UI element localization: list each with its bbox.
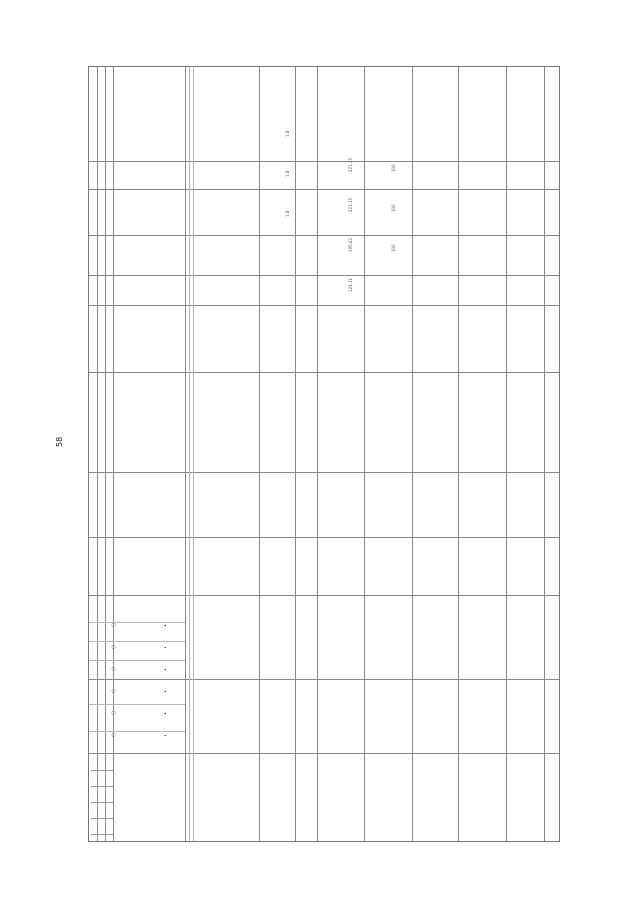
value-2023-row2: 195,62 bbox=[348, 238, 353, 252]
year-2022 bbox=[317, 275, 325, 305]
row-marker: • bbox=[163, 690, 169, 693]
value-2025-row3: 100 bbox=[391, 164, 396, 172]
row-marker: ○ bbox=[111, 666, 117, 671]
value-2025-row2: 221,15 bbox=[348, 158, 353, 172]
header-description bbox=[181, 307, 189, 467]
value-2022-row2: 124,11 bbox=[348, 278, 353, 292]
value-2024-row1: 1,8 bbox=[285, 210, 290, 217]
row-marker: • bbox=[163, 624, 169, 627]
header-units bbox=[259, 245, 267, 305]
value-2024-row3: 100 bbox=[391, 204, 396, 212]
row-marker: ○ bbox=[111, 732, 117, 737]
value-2023-row3: 100 bbox=[391, 244, 396, 252]
row-marker: ○ bbox=[111, 688, 117, 693]
header-base-2016 bbox=[295, 195, 303, 235]
header-program-codes bbox=[99, 455, 107, 595]
value-2024-row2: 221,15 bbox=[348, 198, 353, 212]
row-marker: • bbox=[163, 668, 169, 671]
row-marker: ○ bbox=[111, 710, 117, 715]
year-2024 bbox=[317, 205, 325, 235]
page-number: 58 bbox=[55, 436, 64, 447]
row-marker: • bbox=[163, 712, 169, 715]
row-marker: • bbox=[163, 646, 169, 649]
row-marker: ○ bbox=[111, 622, 117, 627]
year-2020 bbox=[317, 442, 325, 472]
year-2021 bbox=[317, 342, 325, 372]
program-indicators-table bbox=[88, 66, 560, 842]
year-2025 bbox=[317, 159, 325, 189]
header-budget-codes bbox=[99, 701, 107, 841]
year-2023 bbox=[317, 245, 325, 275]
year-2019 bbox=[317, 507, 325, 537]
value-2026-row1: 1,8 bbox=[285, 130, 290, 137]
value-2025-row1: 1,8 bbox=[285, 170, 290, 177]
header-final bbox=[544, 147, 552, 187]
row-marker: ○ bbox=[111, 644, 117, 649]
row-marker: • bbox=[163, 734, 169, 737]
